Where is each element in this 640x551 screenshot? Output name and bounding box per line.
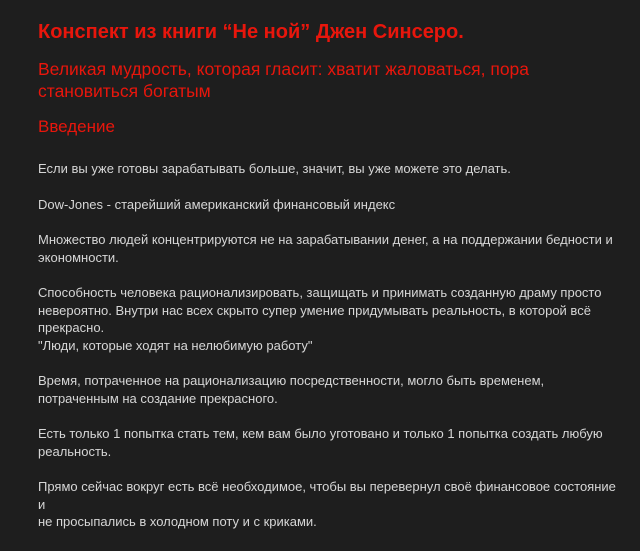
paragraph-line: Есть только 1 попытка стать тем, кем вам было уготовано и только 1 попытка создать любую [38, 426, 603, 441]
paragraph [38, 372, 618, 407]
subtitle-line: становиться богатым [38, 81, 211, 101]
paragraph [38, 231, 618, 266]
paragraph-line: "Люди, которые ходят на нелюбимую работу" [38, 337, 313, 353]
document-title: Конспект из книги “Не ной” Джен Синсеро. [38, 21, 464, 43]
paragraph-line: Множество людей концентрируются не на зарабатывании денег, а на поддержании бедности и [38, 232, 613, 247]
paragraph-line: потраченным на создание прекрасного. [38, 390, 278, 406]
paragraph-line: невероятно. Внутри нас всех скрыто супер умение придумывать реальность, в которой всё [38, 302, 591, 318]
paragraph-line: прекрасно. [38, 320, 105, 335]
paragraph-line: не просыпались в холодном поту и с криками. [38, 514, 317, 529]
paragraph [38, 425, 618, 460]
paragraph-line: Прямо сейчас вокруг есть всё необходимое, чтобы вы перевернул своё финансовое состояние и [38, 479, 616, 512]
document-subtitle [38, 58, 598, 102]
paragraph [38, 478, 618, 531]
paragraph-line: Способность человека рационализировать, защищать и принимать созданную драму просто [38, 285, 602, 300]
paragraph-line: Dow-Jones - старейший американский финансовый индекс [38, 196, 396, 212]
section-heading-introduction: Введение [38, 117, 115, 136]
paragraph-line: экономности. [38, 249, 119, 265]
subtitle-line: Великая мудрость, которая гласит: хватит жаловаться, пора [38, 59, 530, 79]
paragraph [38, 160, 618, 178]
paragraph [38, 196, 618, 214]
paragraph-line: реальность. [38, 443, 112, 459]
paragraph-line: Если вы уже готовы зарабатывать больше, значит, вы уже можете это делать. [38, 161, 511, 176]
paragraph [38, 284, 618, 354]
paragraph-line: Время, потраченное на рационализацию посредственности, могло быть временем, [38, 373, 545, 388]
